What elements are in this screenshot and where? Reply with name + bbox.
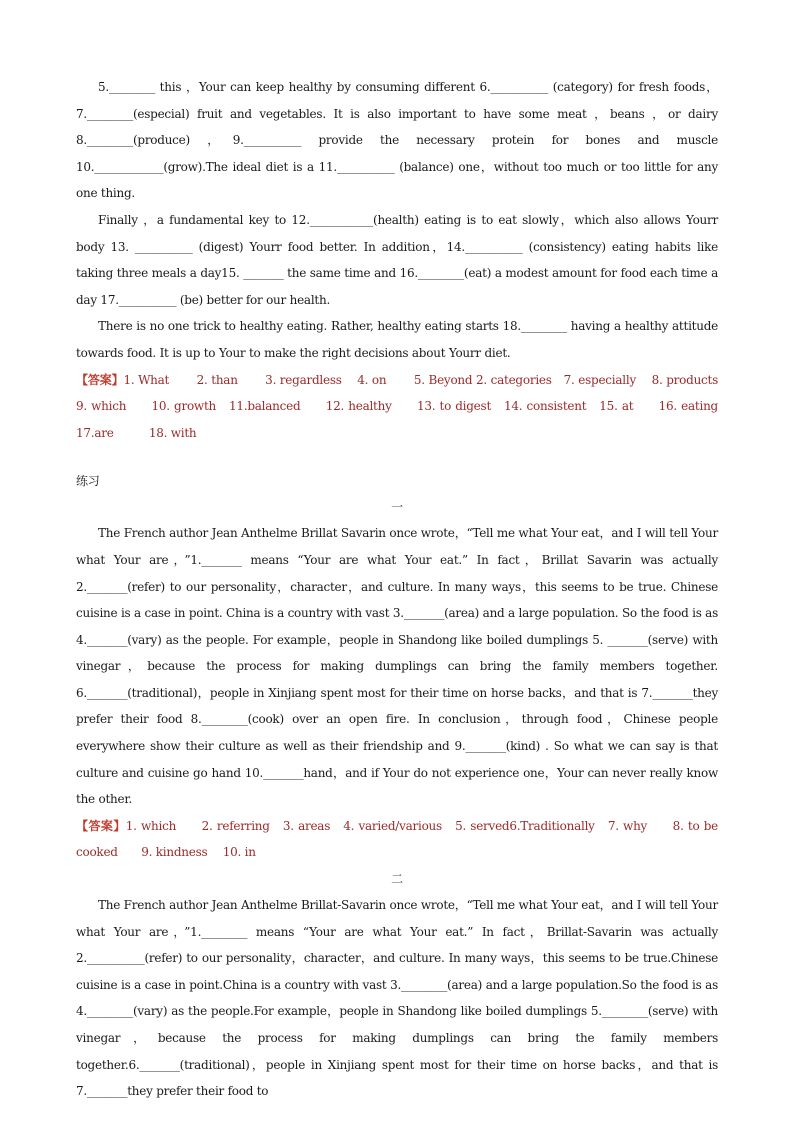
section-1-paragraph: The French author Jean Anthelme Brillat Savarin once wrote，“Tell me what Your eat，and I will tell Your what Your are，”1._______ means “Your are what Your eat.” In fact，Brillat Savarin was actually 2._______(refer) to our personality，character，and culture. In many ways，this seems to be true. Chinese cuisine is a case in point. China is a country with vast 3._______(area) and a large population. So the food is as 4._______(vary) as the people. For example，people in Shandong like boiled dumplings 5. _______(serve) with vinegar，because the process for making dumplings can bring the family members together. 6._______(traditional)，people in Xinjiang spent most for their time on horse backs，and that is 7._______they prefer their food 8.________(cook) over an open fire. In conclusion，through food，Chinese people everywhere show their culture as well as their friendship and 9._______(kind) . So what we can say is that culture and cuisine go hand 10._______hand，and if Your do not experience one，Your can never really know the other. <box>76 526 718 807</box>
answer-text: 1. What 2. than 3. regardless 4. on 5. Beyond 2. categories 7. especially 8. products 9. which 10. growth 11.balanced 12. healthy 13. to digest 14. consistent 15. at 16. eating 17.are 18. with <box>76 372 742 440</box>
section-1-answer <box>76 813 718 866</box>
section-2-number: 二 <box>391 872 403 887</box>
passage-a-answer <box>76 367 742 447</box>
answer-tag: 【答案】 <box>76 818 126 833</box>
exercise-heading: 练习 <box>76 474 100 489</box>
section-2-paragraph: The French author Jean Anthelme Brillat-Savarin once wrote，“Tell me what Your eat，and I will tell Your what Your are，”1.________ means “Your are what Your eat.” In fact，Brillat-Savarin was actually 2.__________(refer) to our personality，character，and culture. In many ways，this seems to be true.Chinese cuisine is a case in point.China is a country with vast 3.________(area) and a large population.So the food is as 4.________(vary) as the people.For example，people in Shandong like boiled dumplings 5.________(serve) with vinegar，because the process for making dumplings can bring the family members together.6._______(traditional)，people in Xinjiang spent most for their time on horse backs，and that is 7._______they prefer their food to <box>76 898 718 1099</box>
section-1-number: 一 <box>391 500 403 515</box>
answer-tag: 【答案】 <box>76 372 124 387</box>
passage-a-paragraph-1: 5.________ this ，Your can keep healthy by consuming different 6.__________ (category) for fresh foods，7.________(especial) fruit and vegetables. It is also important to have some meat ，beans ，or dairy 8.________(produce) ，9.__________ provide the necessary protein for bones and muscle 10.____________(grow).The ideal diet is a 11.__________ (balance) one，without too much or too little for any one thing. <box>76 80 718 201</box>
passage-a-paragraph-3: There is no one trick to healthy eating. Rather, healthy eating starts 18.________ having a healthy attitude towards food. It is up to Your to make the right decisions about Yourr diet. <box>76 319 718 360</box>
passage-a-paragraph-2: Finally ，a fundamental key to 12.___________(health) eating is to eat slowly，which also allows Yourr body 13. __________ (digest) Yourr food better. In addition，14.__________ (consistency) eating habits like taking three meals a day15. _______ the same time and 16.________(eat) a modest amount for food each time a day 17.__________ (be) better for our health. <box>76 212 718 307</box>
answer-text: 1. which 2. referring 3. areas 4. varied/various 5. served6.Traditionally 7. why 8. to be cooked 9. kindness 10. in <box>76 818 718 860</box>
